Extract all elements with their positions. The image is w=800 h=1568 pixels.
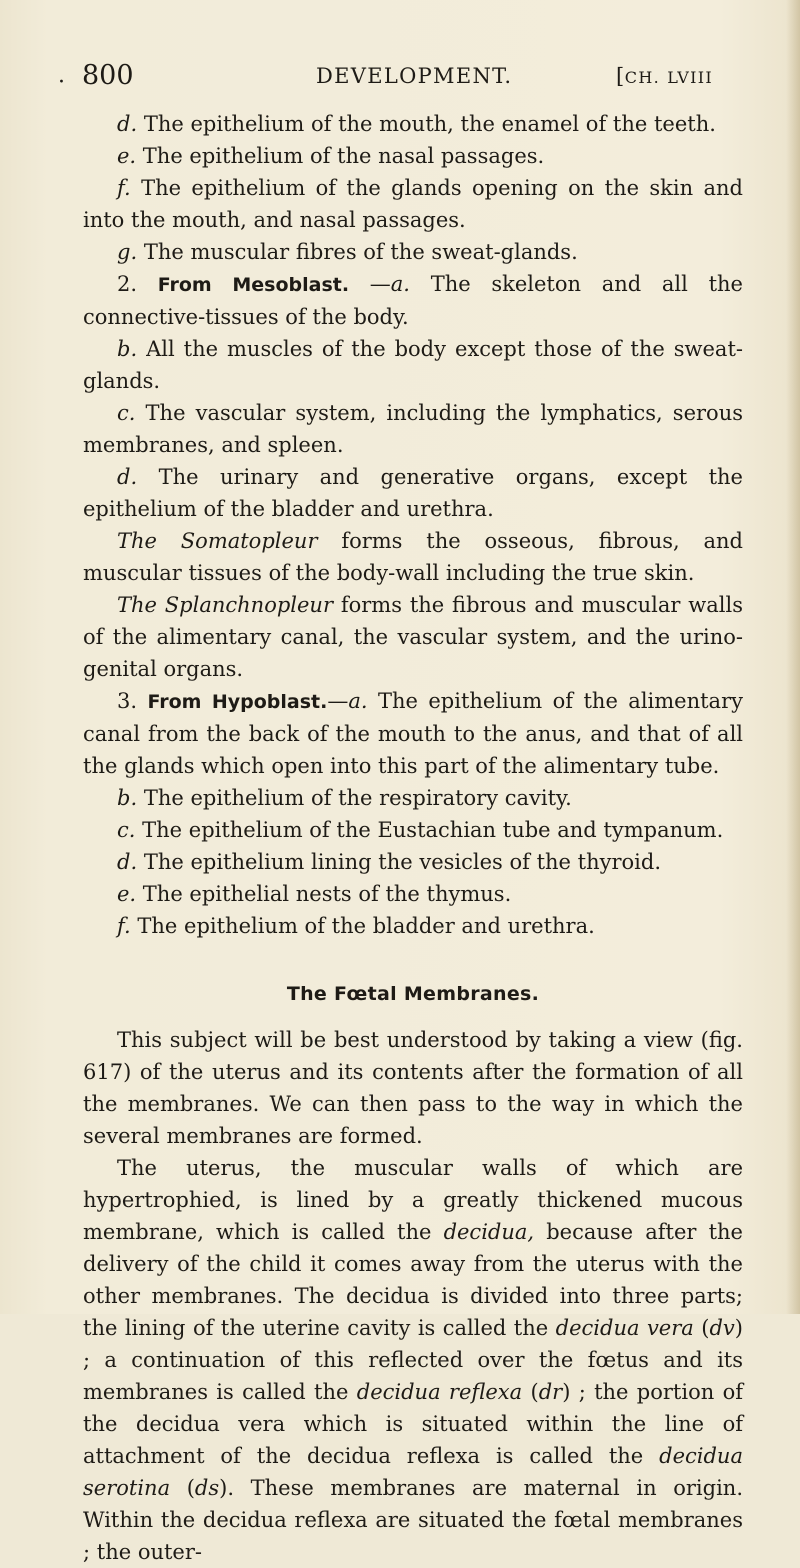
section-paragraph: This subject will be best understood by taking a view (fig. 617) of the uterus and its contents after the formation of all the membranes. We can then pass to the way in which the several membranes are formed. xyxy=(83,1028,743,1148)
running-header xyxy=(40,58,764,98)
splanchnopleur-paragraph: The Splanchnopleur forms the fibrous and muscular walls of the alimentary canal, the vascular system, and the urino-genital organs. xyxy=(83,593,743,681)
list-item: d. The epithelium lining the vesicles of the thyroid. xyxy=(117,850,661,874)
hypoblast-heading: From Hypoblast. xyxy=(147,691,328,713)
somatopleur-paragraph: The Somatopleur forms the osseous, fibrous, and muscular tissues of the body-wall including the true skin. xyxy=(83,529,743,585)
section-paragraph: The uterus, the muscular walls of which are hypertrophied, is lined by a greatly thickened mucous membrane, which is called the decidua, because after the delivery of the child it comes away from the uterus with the other membranes. The decidua is divided into three parts; the lining of the uterine cavity is called the decidua vera (dv) ; a continuation of this reflected over the fœtus and its membranes is called the decidua reflexa (dr) ; the portion of the decidua vera which is situated within the line of attachment of the decidua reflexa is called the decidua serotina (ds). These membranes are maternal in origin. Within the decidua reflexa are situated the fœtal membranes ; the outer- xyxy=(83,1156,743,1564)
page-body xyxy=(83,108,743,1568)
list-item: d. The urinary and generative organs, except the epithelium of the bladder and urethra. xyxy=(83,465,743,521)
list-item: f. The epithelium of the glands opening on the skin and into the mouth, and nasal passages. xyxy=(83,176,743,232)
running-title: DEVELOPMENT. xyxy=(316,64,513,88)
mesoblast-section: 2. From Mesoblast. —a. The skeleton and all the connective-tissues of the body. xyxy=(83,272,743,329)
list-item: d. The epithelium of the mouth, the enamel of the teeth. xyxy=(117,112,716,136)
page-number: 800 xyxy=(82,60,134,91)
list-item: f. The epithelium of the bladder and urethra. xyxy=(117,914,595,938)
section-heading: The Fœtal Membranes. xyxy=(286,983,540,1005)
header-dot: · xyxy=(58,70,65,95)
list-item: g. The muscular fibres of the sweat-glands. xyxy=(117,240,578,264)
hypoblast-section: 3. From Hypoblast.—a. The epithelium of the alimentary canal from the back of the mouth to the anus, and that of all the glands which open into this part of the alimentary tube. xyxy=(83,689,743,778)
mesoblast-heading: From Mesoblast. xyxy=(157,274,350,296)
list-item: b. The epithelium of the respiratory cavity. xyxy=(117,786,572,810)
list-item: c. The epithelium of the Eustachian tube and tympanum. xyxy=(117,818,724,842)
list-item: b. All the muscles of the body except those of the sweat-glands. xyxy=(83,337,743,393)
list-item: e. The epithelial nests of the thymus. xyxy=(117,882,512,906)
page-edge-shadow xyxy=(786,0,800,1314)
list-item: c. The vascular system, including the lymphatics, serous membranes, and spleen. xyxy=(83,401,743,457)
list-item: e. The epithelium of the nasal passages. xyxy=(117,144,545,168)
chapter-reference: [CH. LVIII xyxy=(616,64,714,88)
